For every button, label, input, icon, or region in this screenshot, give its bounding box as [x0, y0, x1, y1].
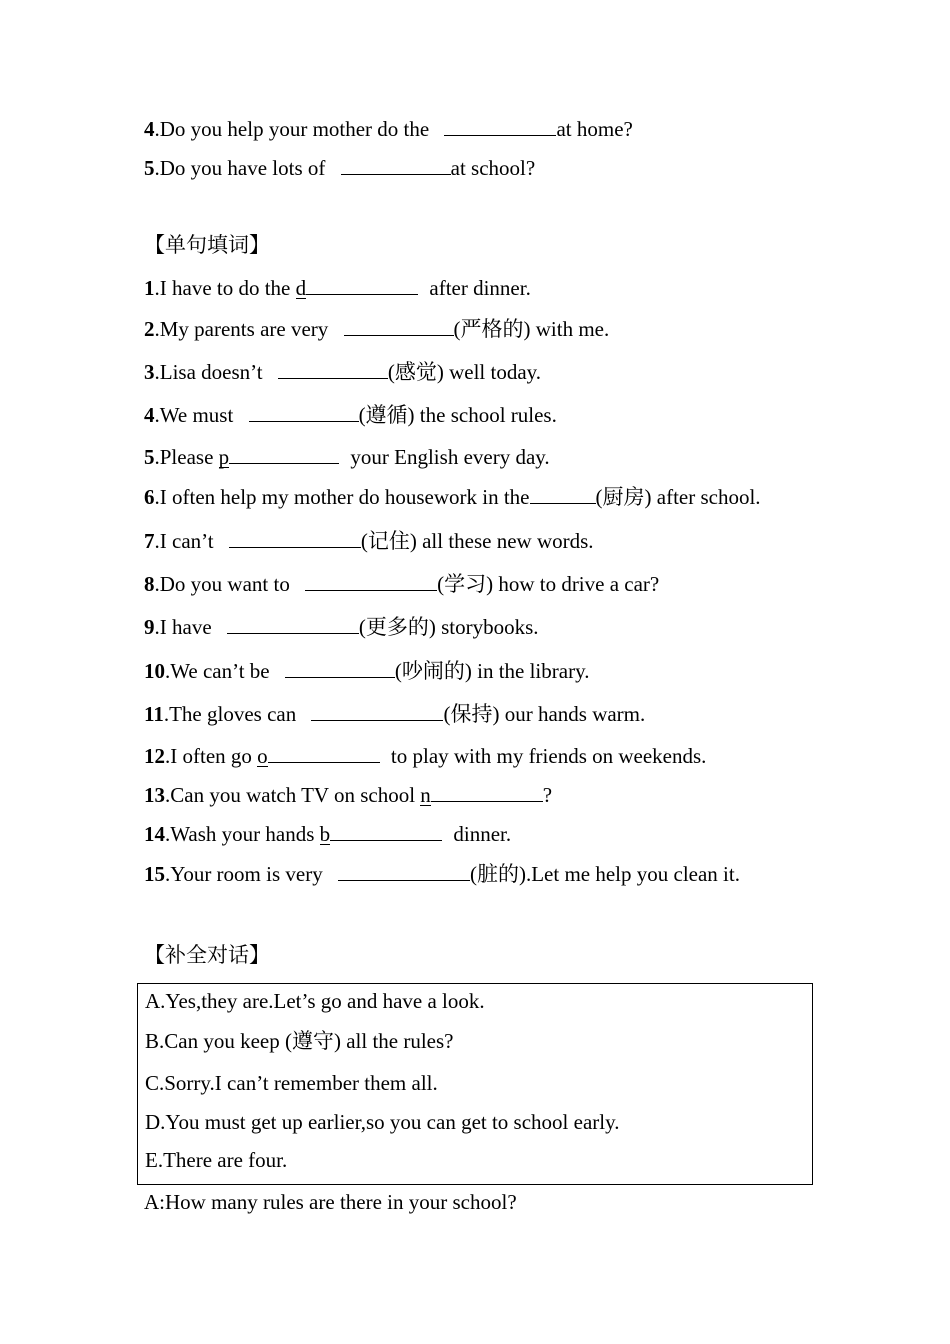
- question-text-before: .Wash your hands: [165, 822, 320, 846]
- question-row: [144, 701, 645, 727]
- question-text-after: (厨房) after school.: [595, 485, 761, 509]
- answer-blank[interactable]: [344, 316, 454, 336]
- hint-letter: n: [420, 783, 431, 807]
- question-text-after: (感觉) well today.: [387, 360, 542, 384]
- question-text-after: after dinner.: [424, 276, 531, 300]
- question-number: 1: [144, 276, 155, 300]
- question-row: [144, 821, 511, 847]
- question-row: [144, 782, 552, 808]
- option-b: B.Can you keep (遵守) all the rules?: [145, 1029, 454, 1053]
- answer-blank[interactable]: [278, 359, 388, 379]
- options-box: [137, 983, 813, 1185]
- question-row: [144, 116, 633, 142]
- question-number: 15: [144, 862, 165, 886]
- question-number: 11: [144, 702, 164, 726]
- answer-blank[interactable]: [268, 743, 380, 763]
- option-a: A.Yes,they are.Let’s go and have a look.: [145, 989, 485, 1013]
- question-text-before: .We must: [154, 403, 239, 427]
- question-row: [144, 528, 594, 554]
- question-text-before: .We can’t be: [165, 659, 275, 683]
- answer-blank[interactable]: [229, 444, 339, 464]
- answer-blank[interactable]: [530, 484, 596, 504]
- question-text-before: .I often go: [165, 744, 258, 768]
- question-text-after: (严格的) with me.: [453, 317, 610, 341]
- answer-blank[interactable]: [285, 658, 395, 678]
- hint-letter: d: [295, 276, 307, 300]
- question-number: 12: [144, 744, 165, 768]
- question-row: [144, 484, 761, 510]
- question-text-after: at home?: [556, 117, 633, 141]
- question-row: [144, 316, 609, 342]
- option-d: D.You must get up earlier,so you can get to school early.: [145, 1110, 620, 1134]
- answer-blank[interactable]: [311, 701, 443, 721]
- question-number: 7: [144, 529, 155, 553]
- question-text-before: .I can’t: [154, 529, 219, 553]
- question-number: 3: [144, 360, 155, 384]
- question-row: [144, 402, 557, 428]
- section-title-complete-dialogue: 【补全对话】: [144, 943, 270, 967]
- option-e: E.There are four.: [145, 1148, 288, 1172]
- hint-letter: b: [319, 822, 331, 846]
- answer-blank[interactable]: [229, 528, 361, 548]
- hint-letter: o: [257, 744, 268, 768]
- answer-blank[interactable]: [341, 155, 451, 175]
- question-number: 4: [144, 117, 155, 141]
- answer-blank[interactable]: [306, 275, 418, 295]
- dialogue-line: A:How many rules are there in your school?: [144, 1190, 517, 1214]
- question-number: 8: [144, 572, 155, 596]
- answer-blank[interactable]: [338, 861, 470, 881]
- question-text-before: .Lisa doesn’t: [154, 360, 268, 384]
- question-number: 4: [144, 403, 155, 427]
- question-text-after: dinner.: [448, 822, 512, 846]
- question-text-before: .Can you watch TV on school: [165, 783, 421, 807]
- question-text-before: .Do you have lots of: [154, 156, 331, 180]
- question-row: [144, 861, 740, 887]
- question-text-before: .Do you want to: [154, 572, 296, 596]
- question-text-after: (遵循) the school rules.: [358, 403, 557, 427]
- question-text-after: (保持) our hands warm.: [443, 702, 646, 726]
- question-row: [144, 571, 659, 597]
- answer-blank[interactable]: [431, 782, 543, 802]
- question-row: [144, 614, 539, 640]
- answer-blank[interactable]: [249, 402, 359, 422]
- question-row: [144, 275, 531, 301]
- question-text-before: .My parents are very: [154, 317, 334, 341]
- question-number: 6: [144, 485, 155, 509]
- question-row: [144, 155, 535, 181]
- question-text-before: .I have: [154, 615, 217, 639]
- question-number: 2: [144, 317, 155, 341]
- question-text-before: .Please: [154, 445, 219, 469]
- question-number: 10: [144, 659, 165, 683]
- hint-letter: p: [218, 445, 230, 469]
- question-text-after: (更多的) storybooks.: [358, 615, 539, 639]
- question-number: 5: [144, 156, 155, 180]
- question-number: 13: [144, 783, 165, 807]
- question-text-after: at school?: [450, 156, 536, 180]
- question-text-after: (脏的).Let me help you clean it.: [469, 862, 740, 886]
- question-text-after: (学习) how to drive a car?: [437, 572, 660, 596]
- question-text-after: (吵闹的) in the library.: [394, 659, 590, 683]
- answer-blank[interactable]: [330, 821, 442, 841]
- question-row: [144, 359, 541, 385]
- question-text-after: ?: [542, 783, 553, 807]
- question-text-before: .Your room is very: [165, 862, 328, 886]
- question-number: 9: [144, 615, 155, 639]
- question-text-after: to play with my friends on weekends.: [385, 744, 707, 768]
- question-text-before: .I have to do the: [154, 276, 296, 300]
- question-text-after: your English every day.: [345, 445, 550, 469]
- answer-blank[interactable]: [227, 614, 359, 634]
- question-number: 5: [144, 445, 155, 469]
- question-text-after: (记住) all these new words.: [360, 529, 594, 553]
- answer-blank[interactable]: [305, 571, 437, 591]
- section-title-fill-words: 【单句填词】: [144, 233, 270, 257]
- question-row: [144, 444, 550, 470]
- question-text-before: .I often help my mother do housework in the: [154, 485, 530, 509]
- question-row: [144, 743, 706, 769]
- question-number: 14: [144, 822, 165, 846]
- option-c: C.Sorry.I can’t remember them all.: [145, 1071, 438, 1095]
- question-row: [144, 658, 589, 684]
- question-text-before: .Do you help your mother do the: [154, 117, 435, 141]
- answer-blank[interactable]: [444, 116, 556, 136]
- question-text-before: .The gloves can: [163, 702, 302, 726]
